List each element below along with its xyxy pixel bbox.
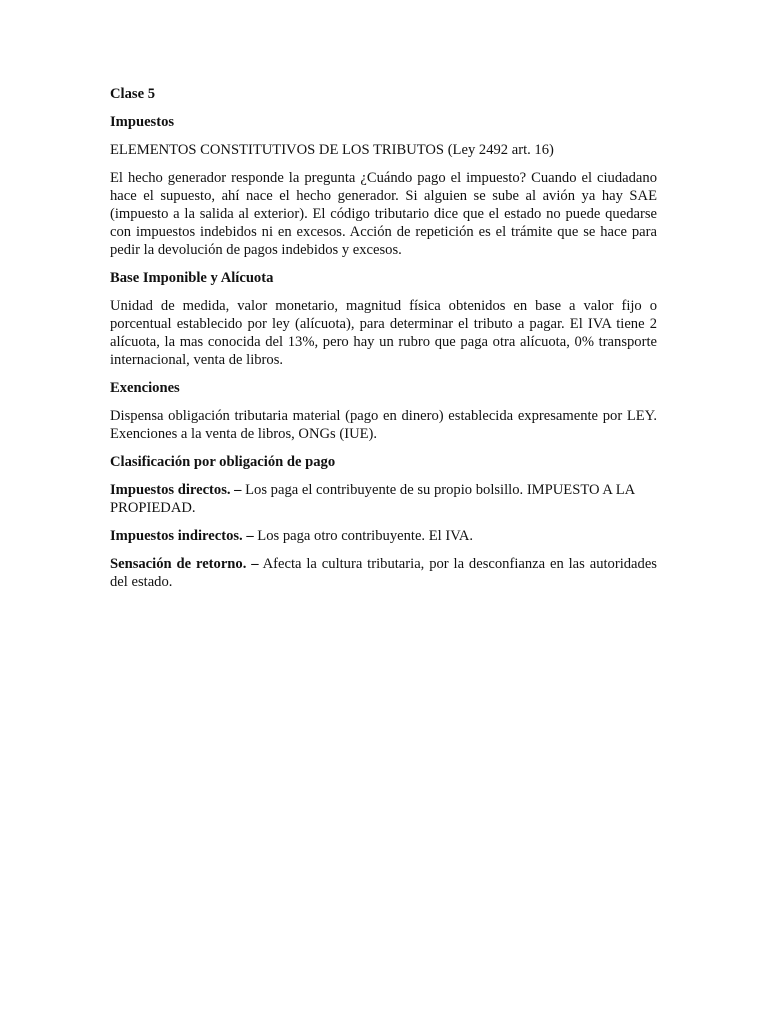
document-title: Clase 5 — [110, 86, 155, 102]
text-sensacion-retorno: Afecta la cultura tributaria, por la desconfianza en las autoridades del estado. — [110, 556, 657, 590]
term-sensacion-retorno: Sensación de retorno. – — [110, 556, 259, 572]
heading-clasificacion: Clasificación por obligación de pago — [110, 454, 336, 470]
heading-base-imponible: Base Imponible y Alícuota — [110, 270, 274, 286]
paragraph-hecho-generador: El hecho generador responde la pregunta ¿Cuándo pago el impuesto? Cuando el ciudadano hace el supuesto, ahí nace el hecho generador. Si alguien se sube al avión ya hay SAE (impuesto a la salida al exterior). El código tributario dice que el estado no puede quedarse con impuestos indebidos ni en excesos. Acción de repetición es el trámite que se hace para pedir la devolución de pagos indebidos y excesos. — [110, 170, 657, 258]
text-impuestos-indirectos: Los paga otro contribuyente. El IVA. — [253, 528, 474, 544]
paragraph-impuestos-directos — [110, 481, 657, 517]
document-body — [110, 85, 657, 601]
section-heading-elementos: ELEMENTOS CONSTITUTIVOS DE LOS TRIBUTOS (Ley 2492 art. 16) — [110, 142, 554, 158]
paragraph-impuestos-indirectos — [110, 527, 657, 545]
term-impuestos-indirectos: Impuestos indirectos. – — [110, 528, 254, 544]
paragraph-sensacion-retorno — [110, 555, 657, 591]
paragraph-base-imponible: Unidad de medida, valor monetario, magnitud física obtenidos en base a valor fijo o porcentual establecido por ley (alícuota), para determinar el tributo a pagar. El IVA tiene 2 alícuota, la mas conocida del 13%, pero hay un rubro que paga otra alícuota, 0% transporte internacional, venta de libros. — [110, 298, 657, 368]
document-subtitle: Impuestos — [110, 114, 175, 130]
term-impuestos-directos: Impuestos directos. – — [110, 482, 242, 498]
text-impuestos-directos: Los paga el contribuyente de su propio bolsillo. IMPUESTO A LA PROPIEDAD. — [110, 482, 635, 516]
heading-exenciones: Exenciones — [110, 380, 180, 396]
paragraph-exenciones: Dispensa obligación tributaria material (pago en dinero) establecida expresamente por LEY. Exenciones a la venta de libros, ONGs (IUE). — [110, 408, 657, 442]
